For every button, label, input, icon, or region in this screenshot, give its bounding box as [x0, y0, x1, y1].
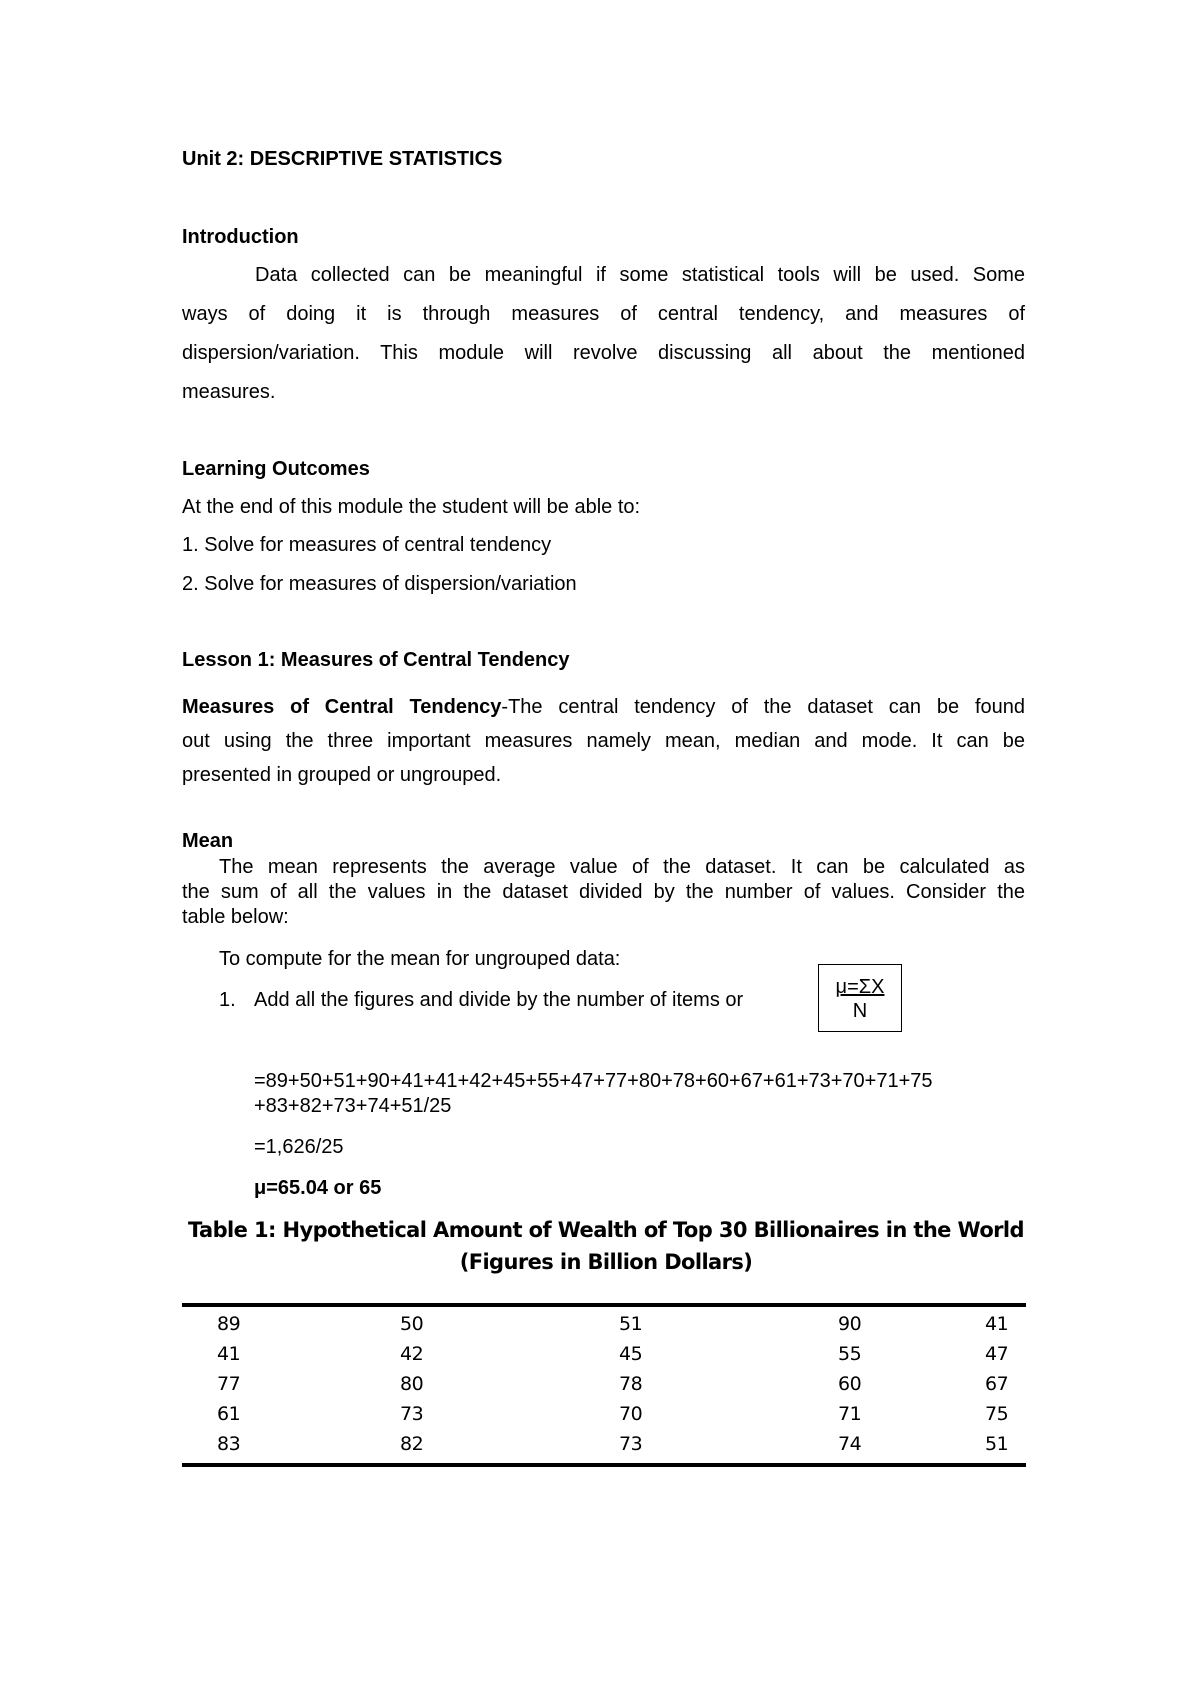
mean-result: μ=65.04 or 65 — [254, 1177, 382, 1199]
step-text: Add all the figures and divide by the number of items or — [254, 989, 744, 1011]
intro-paragraph-line: dispersion/variation. This module will revolve discussing all about the mentioned — [182, 342, 1025, 364]
lesson1-paragraph-line: out using the three important measures namely mean, median and mode. It can be — [182, 730, 1025, 752]
table-row — [182, 1309, 1026, 1339]
compute-intro: To compute for the mean for ungrouped data: — [219, 948, 621, 970]
table-cell: 89 — [217, 1313, 241, 1335]
table-cell: 71 — [838, 1403, 862, 1425]
table-cell: 75 — [985, 1403, 1009, 1425]
mean-formula-box — [818, 964, 902, 1032]
mean-paragraph-line: table below: — [182, 906, 289, 928]
lesson1-paragraph-line — [182, 695, 1025, 719]
learning-outcome-item: 1. Solve for measures of central tendency — [182, 534, 552, 556]
table-cell: 42 — [400, 1343, 424, 1365]
table-cell: 90 — [838, 1313, 862, 1335]
table-title: Table 1: Hypothetical Amount of Wealth of Top 30 Billionaires in the World — [188, 1218, 1024, 1242]
table-cell: 83 — [217, 1433, 241, 1455]
learning-outcome-item: 2. Solve for measures of dispersion/variation — [182, 573, 577, 595]
step-number: 1. — [219, 989, 236, 1011]
table-cell: 51 — [619, 1313, 643, 1335]
table-bottom-rule — [182, 1463, 1026, 1467]
lesson1-paragraph-line: presented in grouped or ungrouped. — [182, 764, 502, 786]
table-top-rule — [182, 1303, 1026, 1307]
table-row — [182, 1399, 1026, 1429]
table-row — [182, 1429, 1026, 1459]
lesson1-heading: Lesson 1: Measures of Central Tendency — [182, 649, 570, 671]
table-row — [182, 1369, 1026, 1399]
table-cell: 60 — [838, 1373, 862, 1395]
table-cell: 73 — [400, 1403, 424, 1425]
table-cell: 80 — [400, 1373, 424, 1395]
formula-denominator: N — [852, 1000, 868, 1022]
table-cell: 61 — [217, 1403, 241, 1425]
formula-numerator: μ=ΣX — [835, 976, 885, 998]
table-cell: 45 — [619, 1343, 643, 1365]
table-cell: 73 — [619, 1433, 643, 1455]
table-cell: 82 — [400, 1433, 424, 1455]
lesson1-term: Measures of Central Tendency — [182, 696, 502, 718]
table-cell: 77 — [217, 1373, 241, 1395]
intro-paragraph-line: ways of doing it is through measures of central tendency, and measures of — [182, 303, 1025, 325]
intro-paragraph-line: measures. — [182, 381, 276, 403]
lesson1-definition: -The central tendency of the dataset can be found — [501, 696, 1025, 718]
table-cell: 50 — [400, 1313, 424, 1335]
mean-heading: Mean — [182, 830, 234, 852]
mean-paragraph-line: the sum of all the values in the dataset divided by the number of values. Consider the — [182, 881, 1025, 903]
table-cell: 41 — [217, 1343, 241, 1365]
sum-expression-line: +83+82+73+74+51/25 — [254, 1095, 452, 1117]
table-cell: 47 — [985, 1343, 1009, 1365]
unit-title: Unit 2: DESCRIPTIVE STATISTICS — [182, 148, 503, 170]
table-cell: 70 — [619, 1403, 643, 1425]
introduction-heading: Introduction — [182, 226, 299, 248]
table-row — [182, 1339, 1026, 1369]
learning-outcomes-intro: At the end of this module the student will be able to: — [182, 496, 641, 518]
total-expression: =1,626/25 — [254, 1136, 344, 1158]
table-cell: 67 — [985, 1373, 1009, 1395]
table-cell: 51 — [985, 1433, 1009, 1455]
intro-paragraph-line: Data collected can be meaningful if some statistical tools will be used. Some — [255, 264, 1025, 286]
mean-paragraph-line: The mean represents the average value of the dataset. It can be calculated as — [219, 856, 1025, 878]
table-subtitle: (Figures in Billion Dollars) — [459, 1250, 753, 1274]
table-cell: 55 — [838, 1343, 862, 1365]
learning-outcomes-heading: Learning Outcomes — [182, 458, 370, 480]
table-cell: 74 — [838, 1433, 862, 1455]
sum-expression-line: =89+50+51+90+41+41+42+45+55+47+77+80+78+60+67+61+73+70+71+75 — [254, 1070, 933, 1092]
table-cell: 41 — [985, 1313, 1009, 1335]
table-cell: 78 — [619, 1373, 643, 1395]
